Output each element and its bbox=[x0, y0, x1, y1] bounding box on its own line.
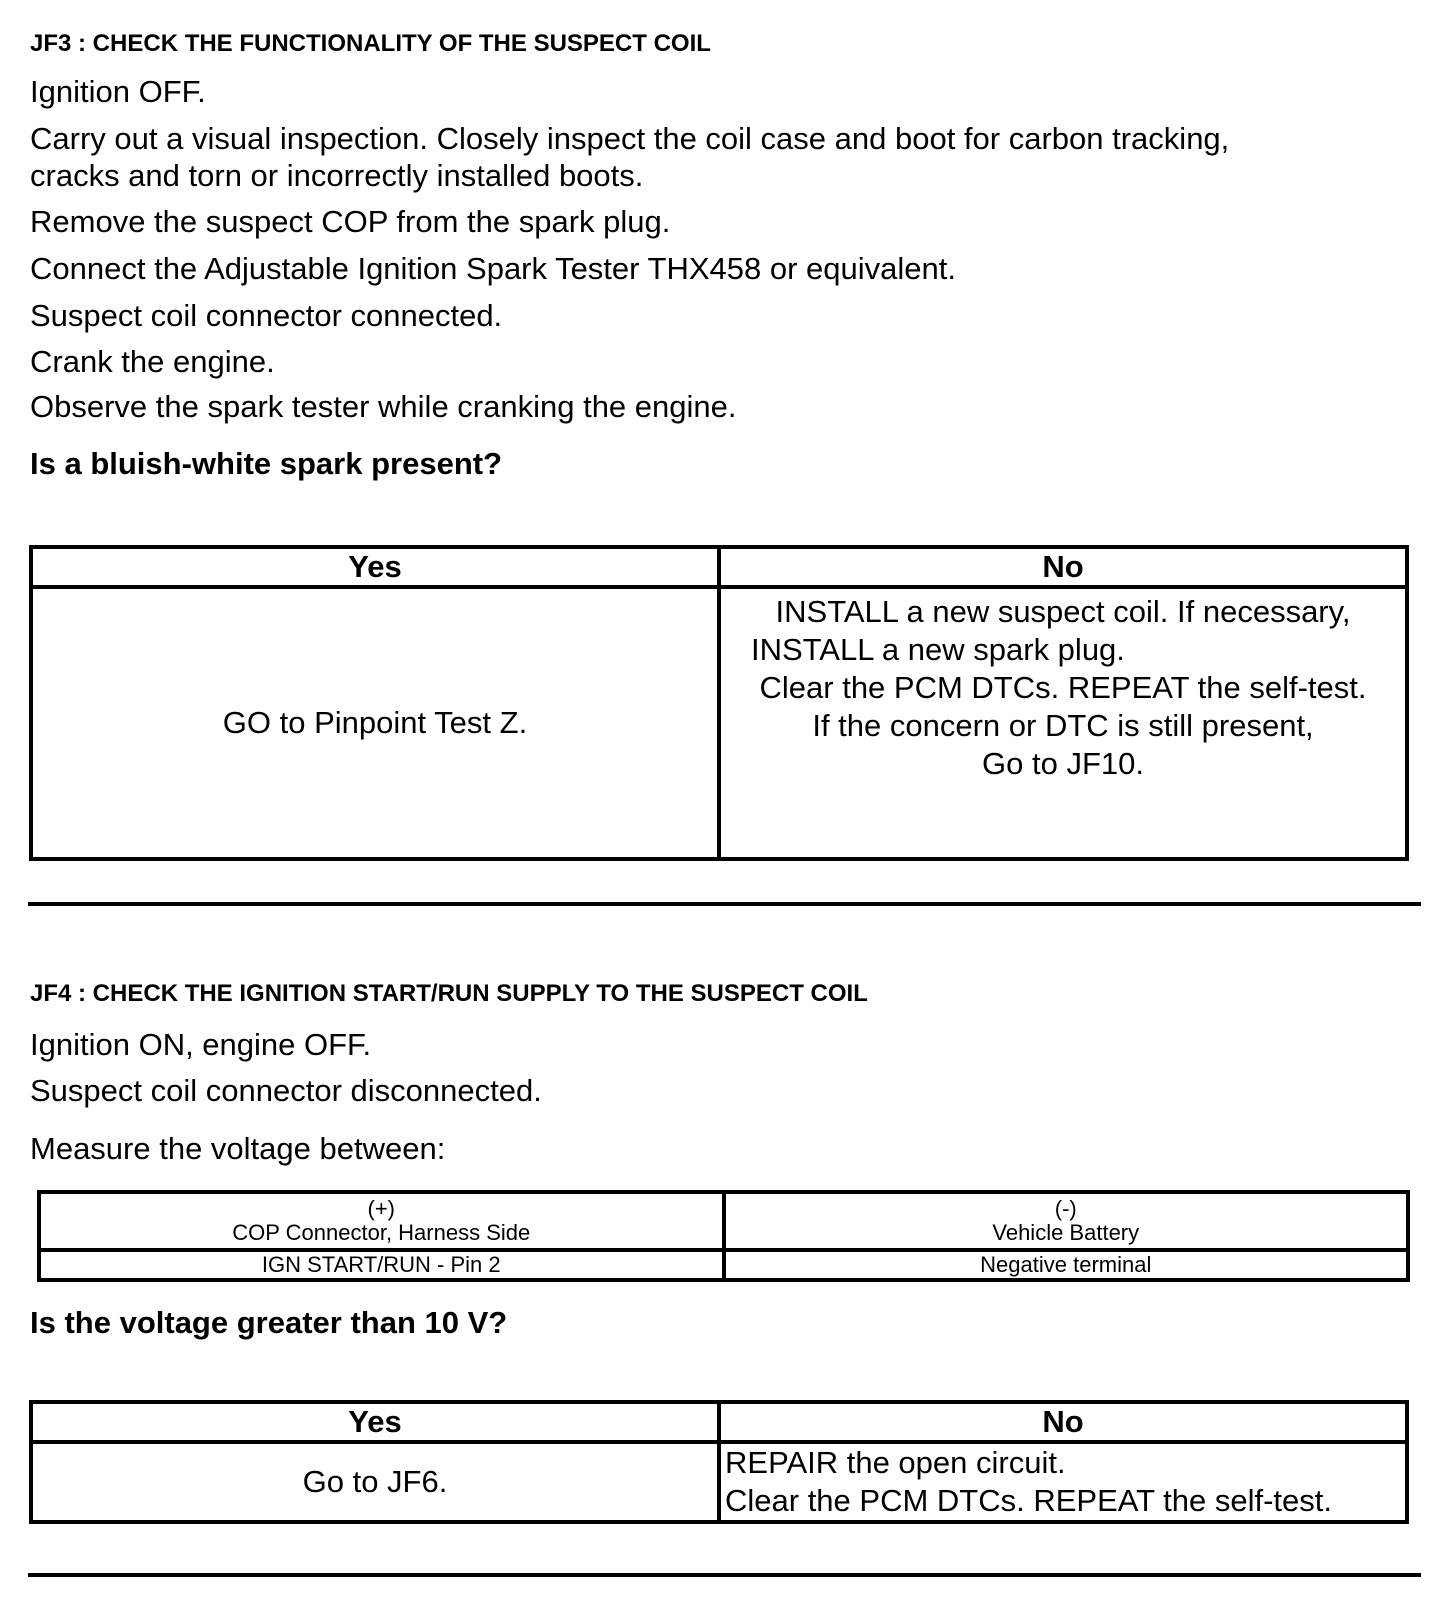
jf3-step-1: Ignition OFF. bbox=[30, 74, 206, 109]
jf3-step-2: Carry out a visual inspection. Closely inspect the coil case and boot for carbon tracking, bbox=[30, 121, 1230, 156]
jf3-result-table bbox=[29, 545, 1409, 861]
jf4-title: JF4 : CHECK THE IGNITION START/RUN SUPPLY TO THE SUSPECT COIL bbox=[30, 980, 868, 1007]
jf3-step-4: Connect the Adjustable Ignition Spark Tester THX458 or equivalent. bbox=[30, 251, 956, 286]
negative-symbol: (-) bbox=[1054, 1196, 1077, 1221]
jf3-no-action-line-5: Go to JF10. bbox=[982, 746, 1144, 781]
negative-label: Vehicle Battery bbox=[992, 1220, 1140, 1245]
jf4-yes-action: Go to JF6. bbox=[31, 1442, 719, 1522]
measure-negative-value: Negative terminal bbox=[724, 1250, 1409, 1280]
jf4-no-header: No bbox=[719, 1402, 1407, 1442]
section-divider bbox=[28, 902, 1421, 906]
jf3-yes-header: Yes bbox=[31, 547, 719, 587]
measure-negative-header bbox=[724, 1192, 1409, 1250]
bottom-divider bbox=[28, 1573, 1421, 1577]
voltage-measurement-table bbox=[37, 1190, 1410, 1282]
measure-positive-value: IGN START/RUN - Pin 2 bbox=[39, 1250, 724, 1280]
jf3-no-action-line-1: INSTALL a new suspect coil. If necessary, bbox=[775, 594, 1351, 629]
jf3-step-5: Suspect coil connector connected. bbox=[30, 298, 503, 333]
jf3-no-action-cell bbox=[719, 587, 1407, 859]
jf4-question: Is the voltage greater than 10 V? bbox=[30, 1305, 508, 1340]
jf3-step-2-cont: cracks and torn or incorrectly installed boots. bbox=[30, 158, 644, 193]
jf4-yes-header: Yes bbox=[31, 1402, 719, 1442]
jf3-no-action-line-4: If the concern or DTC is still present, bbox=[812, 708, 1314, 743]
jf4-no-action-line-1: REPAIR the open circuit. bbox=[725, 1445, 1066, 1480]
jf4-step-3: Measure the voltage between: bbox=[30, 1131, 446, 1166]
jf3-step-7: Observe the spark tester while cranking the engine. bbox=[30, 389, 737, 424]
jf4-step-2: Suspect coil connector disconnected. bbox=[30, 1073, 542, 1108]
measure-positive-header bbox=[39, 1192, 724, 1250]
jf3-title: JF3 : CHECK THE FUNCTIONALITY OF THE SUSPECT COIL bbox=[30, 30, 711, 57]
jf3-yes-action: GO to Pinpoint Test Z. bbox=[31, 587, 719, 859]
jf3-step-6: Crank the engine. bbox=[30, 344, 275, 379]
jf3-question: Is a bluish-white spark present? bbox=[30, 446, 503, 481]
jf4-no-action-line-2: Clear the PCM DTCs. REPEAT the self-test. bbox=[725, 1483, 1332, 1518]
jf4-result-table bbox=[29, 1400, 1409, 1524]
positive-symbol: (+) bbox=[367, 1196, 395, 1221]
jf3-step-3: Remove the suspect COP from the spark plug. bbox=[30, 204, 671, 239]
jf3-no-action-line-3: Clear the PCM DTCs. REPEAT the self-test. bbox=[759, 670, 1367, 705]
jf4-no-action-cell bbox=[719, 1442, 1407, 1522]
jf3-no-header: No bbox=[719, 547, 1407, 587]
jf3-no-action-line-2: INSTALL a new spark plug. bbox=[751, 632, 1125, 667]
positive-label: COP Connector, Harness Side bbox=[232, 1220, 531, 1245]
jf4-step-1: Ignition ON, engine OFF. bbox=[30, 1027, 372, 1062]
